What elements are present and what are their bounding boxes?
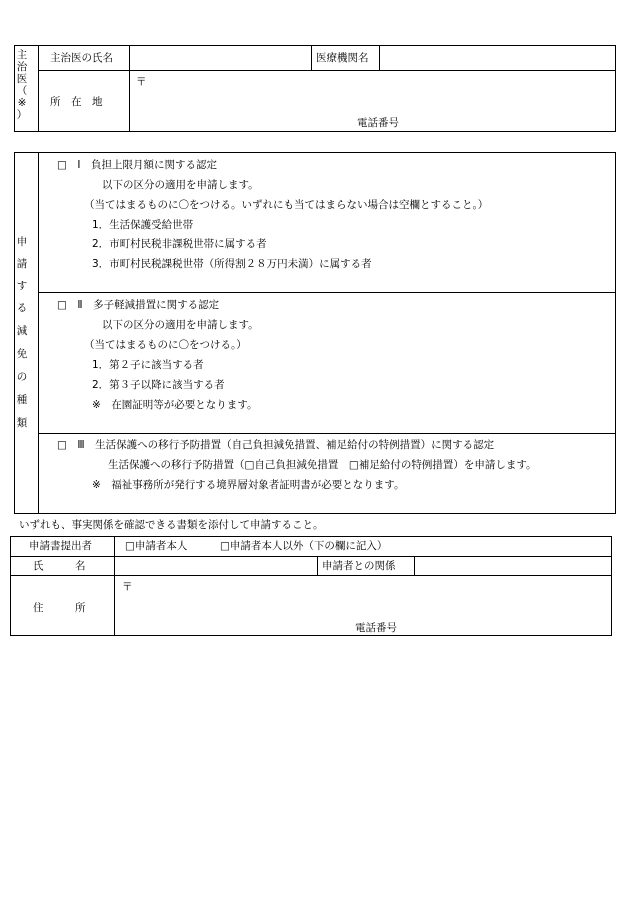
- doctor-phone-label: 電話番号: [357, 117, 399, 129]
- section-1-item[interactable]: 1．生活保護受給世帯: [92, 219, 194, 231]
- submitter-name-label: 氏 名: [33, 560, 86, 572]
- section-1-line1: 以下の区分の適用を申請します。: [102, 179, 259, 191]
- doctor-side-char: （: [16, 85, 28, 97]
- section-2-line1: 以下の区分の適用を申請します。: [102, 319, 259, 331]
- section-1-item[interactable]: 2．市町村民税非課税世帯に属する者: [92, 238, 267, 250]
- reduction-side-char: す: [16, 280, 28, 292]
- section-2-note: ※ 在園証明等が必要となります。: [92, 399, 258, 411]
- doctor-side-char: 医: [16, 73, 28, 85]
- medical-org-field[interactable]: [382, 47, 612, 69]
- section-3-line1[interactable]: 生活保護への移行予防措置（□自己負担減免措置 □補足給付の特例措置）を申請します。: [108, 459, 537, 471]
- doctor-name-field[interactable]: [132, 47, 308, 69]
- relation-label: 申請者との関係: [322, 560, 396, 572]
- submitter-label: 申請書提出者: [29, 540, 92, 552]
- section-1-line2: （当てはまるものに〇をつける。いずれにも当てはまらない場合は空欄とすること。）: [84, 199, 489, 211]
- section-2-line2: （当てはまるものに〇をつける。）: [84, 339, 247, 351]
- doctor-side-char: 治: [16, 61, 28, 73]
- section-3-title[interactable]: □ Ⅲ 生活保護への移行予防措置（自己負担減免措置、補足給付の特例措置）に関する認定: [57, 439, 495, 451]
- submitter-name-field[interactable]: [117, 558, 314, 574]
- relation-field[interactable]: [417, 558, 609, 574]
- postal-mark: 〒: [122, 581, 133, 593]
- notice-text: いずれも、事実関係を確認できる書類を添付して申請すること。: [19, 519, 324, 531]
- reduction-side-char: 種: [16, 394, 28, 406]
- reduction-side-char: 免: [16, 348, 28, 360]
- location-label: 所 在 地: [50, 96, 103, 108]
- reduction-side-char: の: [16, 371, 28, 383]
- section-2-item[interactable]: 2．第３子以降に該当する者: [92, 379, 225, 391]
- section-2-item[interactable]: 1．第２子に該当する者: [92, 359, 204, 371]
- medical-org-label: 医療機関名: [316, 52, 369, 64]
- reduction-side-char: 類: [16, 417, 28, 429]
- submitter-other-checkbox[interactable]: □申請者本人以外（下の欄に記入）: [220, 540, 388, 552]
- section-2-title[interactable]: □ Ⅱ 多子軽減措置に関する認定: [57, 299, 220, 311]
- section-1-title[interactable]: □ Ⅰ 負担上限月額に関する認定: [57, 159, 218, 171]
- reduction-side-char: 減: [16, 325, 28, 337]
- submitter-self-checkbox[interactable]: □申請者本人: [125, 540, 188, 552]
- doctor-name-label: 主治医の氏名: [50, 52, 113, 64]
- reduction-side-char: 請: [16, 258, 28, 270]
- doctor-side-char: ※: [17, 97, 27, 109]
- doctor-side-char: ）: [16, 109, 28, 121]
- submitter-address-label: 住 所: [33, 602, 86, 614]
- doctor-side-char: 主: [16, 49, 28, 61]
- reduction-side-char: 申: [16, 236, 28, 248]
- postal-mark: 〒: [136, 76, 147, 88]
- reduction-side-char: る: [16, 302, 28, 314]
- submitter-phone-label: 電話番号: [355, 622, 397, 634]
- section-1-item[interactable]: 3．市町村民税課税世帯（所得割２８万円未満）に属する者: [92, 258, 372, 270]
- section-3-note: ※ 福祉事務所が発行する境界層対象者証明書が必要となります。: [92, 479, 405, 491]
